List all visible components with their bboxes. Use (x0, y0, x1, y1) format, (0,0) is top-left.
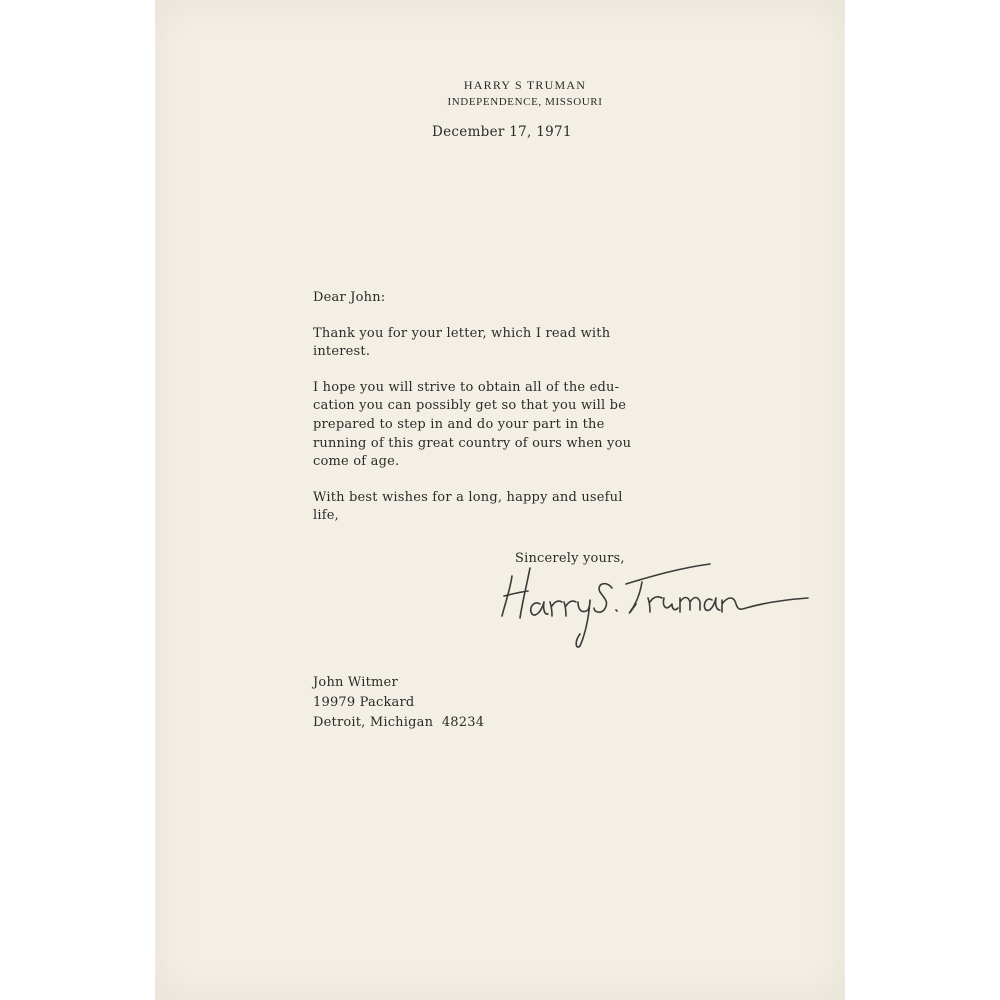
letter-page (155, 0, 845, 1000)
signature (490, 538, 820, 658)
paragraph-3-line-1: With best wishes for a long, happy and useful (313, 489, 623, 505)
letterhead-name: HARRY S TRUMAN (463, 78, 587, 92)
recipient-address (313, 673, 484, 733)
paragraph-2-line-4: running of this great country of ours when you (313, 435, 632, 451)
letter-body (313, 289, 733, 526)
recipient-name: John Witmer (313, 675, 398, 690)
recipient-street: 19979 Packard (313, 695, 415, 710)
paragraph-2-line-3: prepared to step in and do your part in the (313, 416, 605, 432)
letterhead-place: INDEPENDENCE, MISSOURI (447, 96, 603, 108)
letter-date: December 17, 1971 (432, 124, 572, 140)
paragraph-1-line-1: Thank you for your letter, which I read with (313, 325, 611, 341)
salutation: Dear John: (313, 290, 386, 305)
paragraph-2-line-2: cation you can possibly get so that you will be (313, 398, 627, 414)
paragraph-3-line-2: life, (313, 508, 339, 524)
recipient-city: Detroit, Michigan 48234 (313, 715, 485, 730)
paragraph-2-line-1: I hope you will strive to obtain all of the edu- (313, 379, 620, 395)
closing: Sincerely yours, (515, 551, 625, 566)
paragraph-2-line-5: come of age. (313, 454, 400, 470)
paragraph-1-line-2: interest. (313, 344, 371, 360)
